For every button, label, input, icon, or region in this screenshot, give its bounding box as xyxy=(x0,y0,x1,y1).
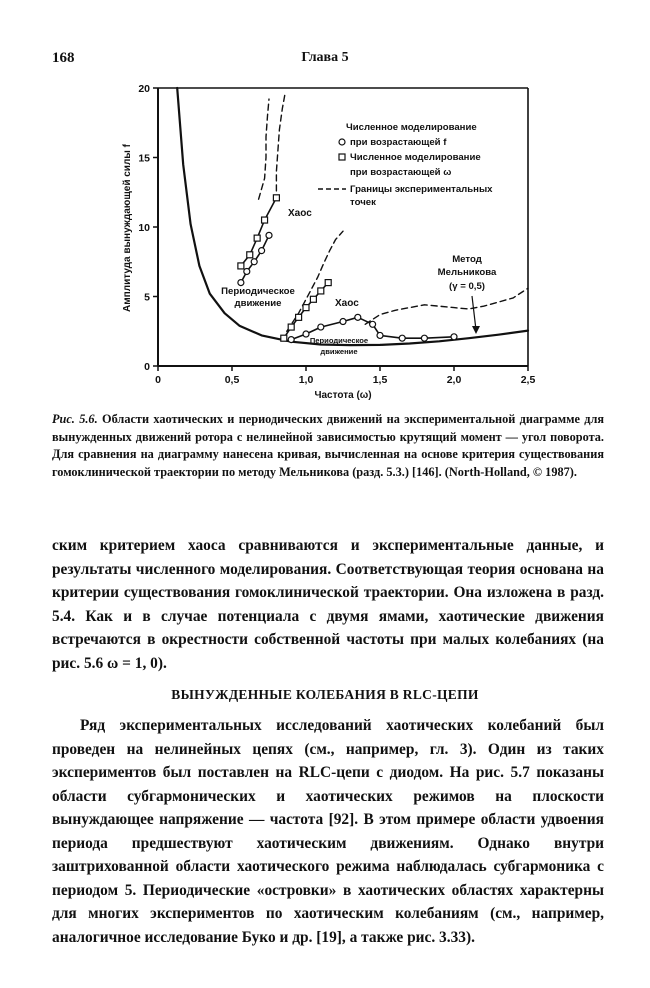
square-marker xyxy=(318,288,324,294)
circle-marker xyxy=(251,259,257,265)
circle-marker xyxy=(303,331,309,337)
y-tick-labels xyxy=(138,83,158,373)
circle-marker xyxy=(266,232,272,238)
figure-chart xyxy=(110,78,550,406)
y-tick-label: 0 xyxy=(144,361,150,373)
circle-marker xyxy=(340,319,346,325)
legend-item3-line1: Границы экспериментальных xyxy=(350,184,493,195)
legend-item1-line2: при возрастающей f xyxy=(350,137,447,148)
caption-label: Рис. 5.6. xyxy=(52,412,98,426)
legend-circle-marker xyxy=(339,139,345,145)
annotation-chaos-upper: Хаос xyxy=(288,208,312,219)
x-tick-label: 2,5 xyxy=(520,374,536,386)
running-head: Глава 5 xyxy=(301,50,349,65)
legend-item3-line2: точек xyxy=(350,197,376,208)
annotation-melnikov-1: Метод xyxy=(452,254,482,265)
x-tick-label: 1,5 xyxy=(372,374,388,386)
x-tick-labels xyxy=(155,366,535,386)
square-marker xyxy=(254,235,260,241)
square-marker xyxy=(288,324,294,330)
annotation-periodic-lower-2: движение xyxy=(320,347,358,356)
circle-marker xyxy=(244,268,250,274)
series-line-2 xyxy=(276,92,285,191)
legend-item1-line1: Численное моделирование xyxy=(346,122,477,133)
melnikov-arrow-line xyxy=(472,296,476,330)
square-marker xyxy=(303,305,309,311)
annotation-melnikov-3: (γ = 0,5) xyxy=(449,281,485,292)
square-marker xyxy=(325,280,331,286)
paragraph-2: Ряд экспериментальных исследований хаотических колебаний был проведен на нелинейных цепях (см., например, гл. 3). Один из таких экспериментов был поставлен на RLC-цепи с диодом. На рис. 5.7 показаны области субгармонических и хаотических режимов на плоскости вынуждающее напряжение — частота [92]. В этом примере области удвоения периода предшествуют хаотическим движениям. Однако внутри заштрихованной области хаотического режима наблюдалась субгармоника с периодом 5. Периодические «островки» в хаотических областях характерны для многих экспериментов по хаотическим колебаниям (см., например, аналогичное исследование Буко и др. [19], а также рис. 3.33). xyxy=(52,717,604,946)
square-marker xyxy=(281,335,287,341)
x-tick-label: 0 xyxy=(155,374,161,386)
legend xyxy=(318,122,493,208)
circle-marker xyxy=(238,280,244,286)
x-axis-label: Частота (ω) xyxy=(314,390,372,401)
annotation-periodic-lower-1: Периодическое xyxy=(309,336,369,345)
annotation-periodic-upper-2: движение xyxy=(234,298,282,309)
figure-caption xyxy=(52,411,604,481)
paragraph-1: ским критерием хаоса сравниваются и экспериментальные данные, и результаты численного моделирования. Соответствующая теория основана на критерии существования гомоклинической траектории. Она изложена в разд. 5.4. Как и в случае потенциала с двумя ямами, хаотические движения встречаются в окрестности собственной частоты при малых колебаниях (на рис. 5.6 ω = 1, 0). xyxy=(52,537,604,672)
legend-item2-line2: при возрастающей ω xyxy=(350,167,452,178)
circle-marker xyxy=(451,334,457,340)
legend-item2-line1: Численное моделирование xyxy=(350,152,481,163)
circle-marker xyxy=(355,314,361,320)
circle-marker xyxy=(377,332,383,338)
square-marker xyxy=(247,252,253,258)
y-axis-label: Амплитуда вынуждающей силы f xyxy=(122,144,133,312)
legend-square-marker xyxy=(339,154,345,160)
melnikov-arrow-head xyxy=(472,326,480,334)
x-tick-label: 2,0 xyxy=(446,374,462,386)
annotation-chaos-lower: Хаос xyxy=(335,298,359,309)
circle-marker xyxy=(259,248,265,254)
circle-marker xyxy=(399,335,405,341)
circle-marker xyxy=(318,324,324,330)
annotation-periodic-upper-1: Периодическое xyxy=(221,286,295,297)
annotation-melnikov-2: Мельникова xyxy=(437,267,497,278)
x-tick-label: 0,5 xyxy=(224,374,240,386)
circle-marker xyxy=(288,337,294,343)
square-marker xyxy=(310,296,316,302)
circle-marker xyxy=(421,335,427,341)
y-tick-label: 15 xyxy=(138,152,150,165)
square-marker xyxy=(296,314,302,320)
series-line-4 xyxy=(365,288,528,324)
x-tick-label: 1,0 xyxy=(298,374,314,386)
page-number: 168 xyxy=(52,50,75,66)
square-marker xyxy=(262,217,268,223)
section-title: ВЫНУЖДЕННЫЕ КОЛЕБАНИЯ В RLC-ЦЕПИ xyxy=(171,687,479,702)
y-tick-label: 20 xyxy=(138,83,150,95)
y-tick-label: 5 xyxy=(144,291,150,304)
square-marker xyxy=(273,195,279,201)
circle-marker xyxy=(370,321,376,327)
square-marker xyxy=(238,263,244,269)
caption-text: Области хаотических и периодических движений на экспериментальной диаграмме для вынужденных движений ротора с нелинейной зависимостью крутящий момент — угол поворота. Для сравнения на диаграмму нанесена кривая, вычисленная на основе критерия существования гомоклинической траектории по методу Мельникова (разд. 5.3.) [146]. (North-Holland, © 1987). xyxy=(52,412,605,479)
page-header xyxy=(0,50,650,70)
y-tick-label: 10 xyxy=(138,222,150,234)
series-line-1 xyxy=(259,99,269,199)
